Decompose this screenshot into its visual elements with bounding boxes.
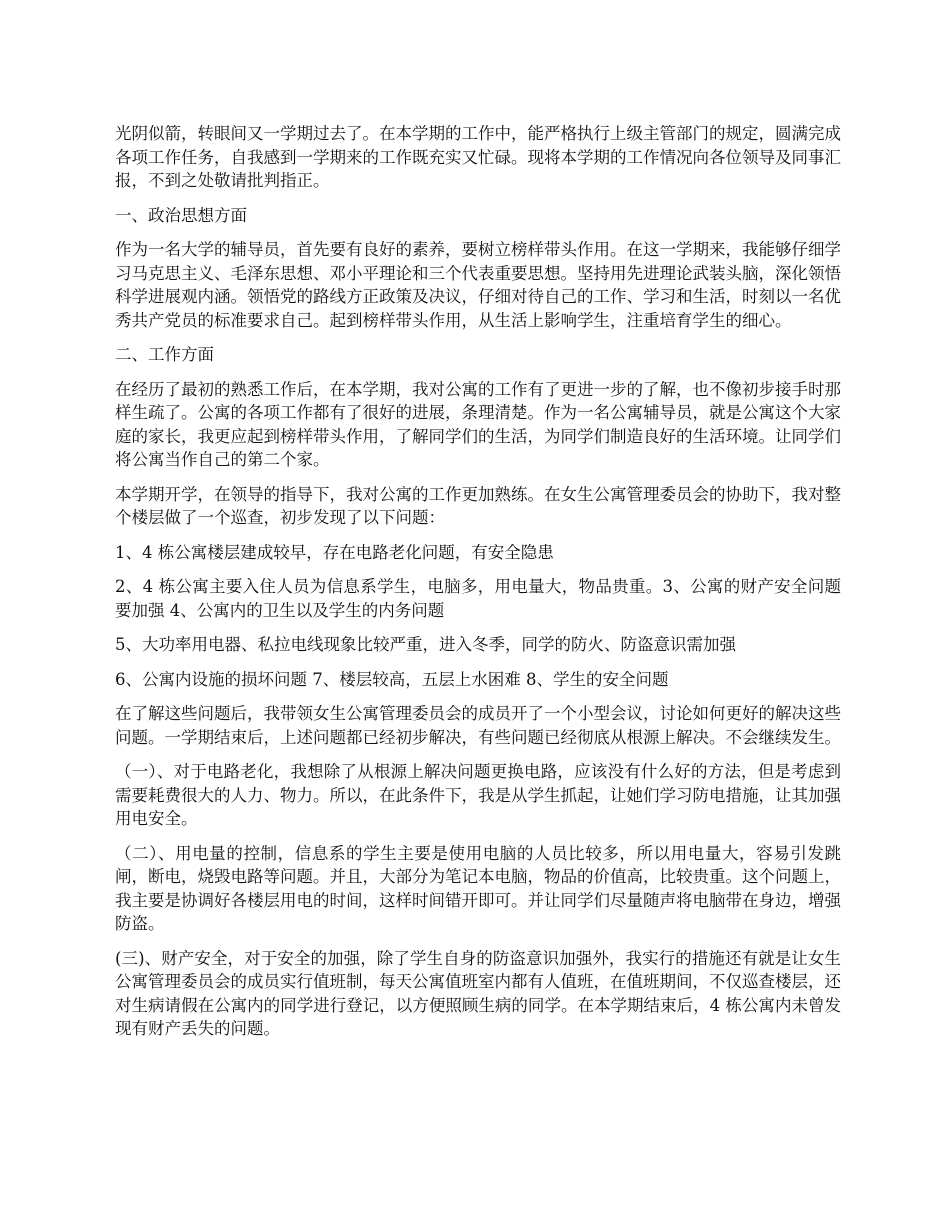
intro-paragraph: 光阴似箭，转眼间又一学期过去了。在本学期的工作中，能严格执行上级主管部门的规定，圆满完成各项工作任务，自我感到一学期来的工作既充实又忙碌。现将本学期的工作情况向各位领导及同事汇报，不到之处敬请批判指正。 [115, 124, 841, 190]
issue-item-6-8: 6、公寓内设施的损坏问题 7、楼层较高，五层上水困难 8、学生的安全问题 [115, 669, 669, 689]
measure-1-paragraph: （一）、对于电路老化，我想除了从根源上解决问题更换电路，应该没有什么好的方法，但是考虑到需要耗费很大的人力、物力。所以，在此条件下，我是从学生抓起，让她们学习防电措施，让其加强用电安全。 [115, 762, 841, 828]
issue-item-2-4: 2、4 栋公寓主要入住人员为信息系学生，电脑多，用电量大，物品贵重。3、公寓的财产安全问题要加强 4、公寓内的卫生以及学生的内务问题 [115, 577, 841, 620]
document-body [115, 122, 841, 1052]
meeting-paragraph: 在了解这些问题后，我带领女生公寓管理委员会的成员开了一个小型会议，讨论如何更好的解决这些问题。一学期结束后，上述问题都已经初步解决，有些问题已经彻底从根源上解决。不会继续发生。 [115, 704, 841, 747]
issue-item-5: 5、大功率用电器、私拉电线现象比较严重，进入冬季，同学的防火、防盗意识需加强 [115, 635, 736, 654]
section-heading-political: 一、政治思想方面 [115, 205, 247, 225]
issue-item-1: 1、4 栋公寓楼层建成较早，存在电路老化问题，有安全隐患 [115, 542, 554, 562]
inspection-paragraph: 本学期开学，在领导的指导下，我对公寓的工作更加熟练。在女生公寓管理委员会的协助下，我对整个楼层做了一个巡查，初步发现了以下问题： [115, 484, 841, 527]
measure-3-paragraph: (三)、财产安全，对于安全的加强，除了学生自身的防盗意识加强外，我实行的措施还有就是让女生公寓管理委员会的成员实行值班制，每天公寓值班室内都有人值班，在值班期间，不仅巡查楼层，还对生病请假在公寓内的同学进行登记，以方便照顾生病的同学。在本学期结束后，4 栋公寓内未曾发现有财产丢失的问题。 [115, 948, 841, 1038]
measure-2-paragraph: （二）、用电量的控制，信息系的学生主要是使用电脑的人员比较多，所以用电量大，容易引发跳闸，断电，烧毁电路等问题。并且，大部分为笔记本电脑，物品的价值高，比较贵重。这个问题上，我主要是协调好各楼层用电的时间，这样时间错开即可。并让同学们尽量随声将电脑带在身边，增强防盗。 [115, 843, 841, 933]
section-heading-work: 二、工作方面 [115, 345, 214, 364]
work-paragraph: 在经历了最初的熟悉工作后，在本学期，我对公寓的工作有了更进一步的了解，也不像初步接手时那样生疏了。公寓的各项工作都有了很好的进展，条理清楚。作为一名公寓辅导员，就是公寓这个大家庭的家长，我更应起到榜样带头作用，了解同学们的生活，为同学们制造良好的生活环境。让同学们将公寓当作自己的第二个家。 [115, 379, 841, 469]
political-paragraph: 作为一名大学的辅导员，首先要有良好的素养，要树立榜样带头作用。在这一学期来，我能够仔细学习马克思主义、毛泽东思想、邓小平理论和三个代表重要思想。坚持用先进理论武装头脑，深化领悟科学进展观内涵。领悟党的路线方正政策及决议，仔细对待自己的工作、学习和生活，时刻以一名优秀共产党员的标准要求自己。起到榜样带头作用，从生活上影响学生，注重培育学生的细心。 [115, 240, 841, 330]
